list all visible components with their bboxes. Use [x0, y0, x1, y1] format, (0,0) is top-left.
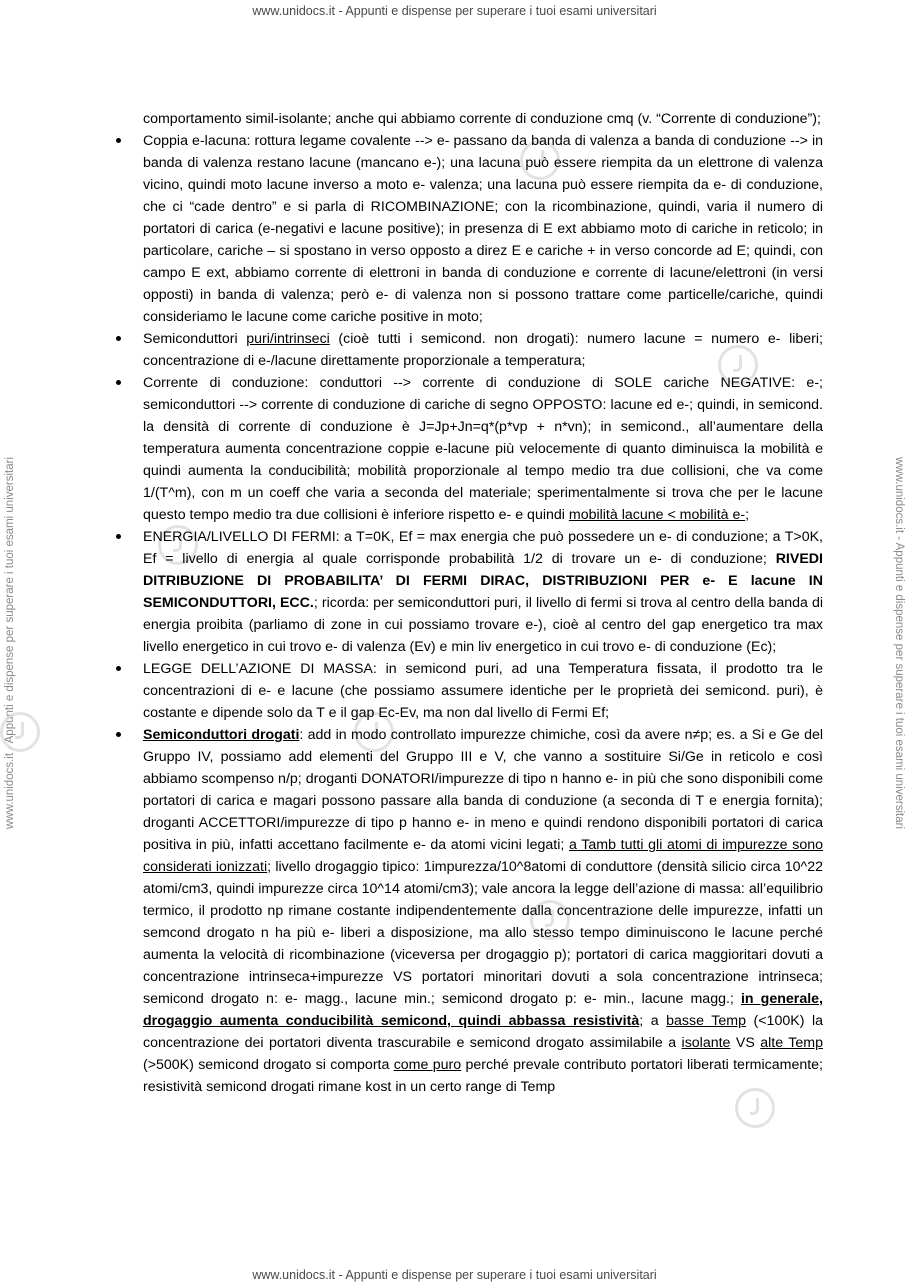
- bullet-item: [143, 130, 823, 328]
- text-segment: (<100K) la concentrazione dei portatori diventa trascurabile e semicond drogato assimilabile a: [143, 1013, 824, 1051]
- text-segment: isolante: [681, 1035, 731, 1051]
- text-segment: Semiconduttori drogati: [143, 727, 300, 743]
- text-segment: mobilità lacune < mobilità e-: [568, 507, 746, 523]
- text-segment: ;: [745, 507, 750, 523]
- paragraph: [143, 108, 823, 130]
- text-segment: LEGGE DELL’AZIONE DI MASSA: in semicond puri, ad una Temperatura fissata, il prodotto tra le concentrazioni di e- e lacune (che possiamo assumere identiche per le proprietà dei semicond. puri), è costante e dipende solo da T e il gap Ec-Ev, ma non dal livello di Fermi Ef;: [143, 661, 823, 721]
- bullet-item: [143, 372, 823, 526]
- text-segment: basse Temp: [666, 1013, 746, 1029]
- footer-watermark: www.unidocs.it - Appunti e dispense per superare i tuoi esami universitari: [252, 1268, 657, 1282]
- document-body: [143, 108, 823, 1098]
- bullet-item: [143, 526, 823, 658]
- text-segment: Corrente di conduzione: conduttori --> corrente di conduzione di SOLE cariche NEGATIVE: e-; semiconduttori --> corrente di conduzione di cariche di segno OPPOSTO: lacune ed e-; quindi, in semicond. la densità di corrente di conduzione è J=Jp+Jn=q*(p*vp + n*vn); in semicond., all’aumentare della temperatura aumenta concentrazione coppie e-lacune più velocemente di quanto diminuisca la mobilità e quindi aumenta la conducibilità; mobilità proporzionale al tempo medio tra due collisioni, che va come 1/(T^m), con m un coeff che varia a seconda del materiale; sperimentalmente si trova che per le lacune questo tempo medio tra due collisioni è inferiore rispetto e- e quindi: [143, 375, 823, 523]
- text-segment: comportamento simil-isolante; anche qui abbiamo corrente di conduzione cmq (v. “Corrente di conduzione”);: [143, 111, 821, 127]
- text-segment: Coppia e-lacuna: rottura legame covalente --> e- passano da banda di valenza a banda di conduzione --> in banda di valenza restano lacune (mancano e-); una lacuna può essere riempita da un elettrone di valenza vicino, quindi moto lacune inverso a moto e- valenza; una lacuna può essere riempita da e- di conduzione, che ci “cade dentro” e si parla di RICOMBINAZIONE; con la ricombinazione, quindi, varia il numero di portatori di carica (e-negativi e lacune positive); in presenza di E ext abbiamo moto di cariche in reticolo; in particolare, cariche – si spostano in verso opposto a direz E e cariche + in verso concorde ad E; quindi, con campo E ext, abbiamo corrente di elettroni in banda di conduzione e corrente di lacune/elettroni (in versi opposti) in banda di valenza; però e- di valenza non si possono trattare come particelle/cariche, quindi consideriamo le lacune come cariche positive in moto;: [143, 133, 823, 325]
- text-segment: Semiconduttori: [143, 331, 247, 347]
- right-side-watermark: www.unidocs.it - Appunti e dispense per superare i tuoi esami universitari: [893, 456, 905, 830]
- bullet-item: [143, 658, 823, 724]
- text-segment: in generale, drogaggio aumenta conducibilità semicond, quindi abbassa resistività: [143, 991, 823, 1029]
- text-segment: a Tamb tutti gli atomi di impurezze sono considerati ionizzati: [143, 837, 823, 875]
- text-segment: VS: [730, 1035, 761, 1051]
- text-segment: (>500K) semicond drogato si comporta: [143, 1057, 394, 1073]
- text-segment: alte Temp: [760, 1035, 823, 1051]
- text-segment: ; a: [639, 1013, 667, 1029]
- header-watermark: www.unidocs.it - Appunti e dispense per superare i tuoi esami universitari: [252, 4, 657, 18]
- left-side-watermark: www.unidocs.it - Appunti e dispense per superare i tuoi esami universitari: [4, 456, 16, 830]
- bullet-item: [143, 724, 823, 1098]
- text-segment: ; ricorda: per semiconduttori puri, il livello di fermi si trova al centro della banda di energia proibita (parliamo di zone in cui possiamo trovare e-), cioè al centro del gap energetico tra max livello energetico in cui trovo e- di valenza (Ev) e min liv energetico in cui trovo e- di conduzione (Ec);: [143, 595, 823, 655]
- text-segment: RIVEDI DITRIBUZIONE DI PROBABILITA’ DI FERMI DIRAC, DISTRIBUZIONI PER e- E lacune IN SEMICONDUTTORI, ECC.: [143, 551, 823, 611]
- watermark-logo-icon: [0, 712, 40, 752]
- bullet-item: [143, 328, 823, 372]
- text-segment: ; livello drogaggio tipico: 1impurezza/10^8atomi di conduttore (densità silicio circa 10^22 atomi/cm3, quindi impurezze circa 10^14 atomi/cm3); vale ancora la legge dell’azione di massa: all’equilibrio termico, il prodotto np rimane costante indipendentemente dalla concentrazione delle impurezze, infatti un semcond drogato n ha più e- liberi a disposizione, ma allo stesso tempo diminuiscono le lacune perché aumenta la velocità di ricombinazione (viceversa per drogaggio p); portatori di carica maggioritari dovuti a concentrazione intrinseca+impurezze VS portatori minoritari dovuti a sola concentrazione intrinseca; semicond drogato n: e- magg., lacune min.; semicond drogato p: e- min., lacune magg.;: [143, 859, 823, 1007]
- text-segment: puri/intrinseci: [246, 331, 330, 347]
- text-segment: (cioè tutti i semicond. non drogati): numero lacune = numero e- liberi; concentrazione di e-/lacune direttamente proporzionale a temperatura;: [143, 331, 823, 369]
- text-segment: : add in modo controllato impurezze chimiche, così da avere n≠p; es. a Si e Ge del Gruppo IV, possiamo add elementi del Gruppo III e V, che vanno a sostituire Si/Ge in reticolo e così abbiamo scompenso n/p; droganti DONATORI/impurezze di tipo n hanno e- in più che sono disponibili come portatori di carica e magari possono passare alla banda di conduzione (a seconda di T e energia fornita); droganti ACCETTORI/impurezze di tipo p hanno e- in meno e quindi rendono disponibili portatori di carica positiva in più, infatti accettano facilmente e- da atomi vicini legati;: [143, 727, 823, 853]
- text-segment: ENERGIA/LIVELLO DI FERMI: a T=0K, Ef = max energia che può possedere un e- di conduzione; a T>0K, Ef = livello di energia al quale corrisponde probabilità 1/2 di trovare un e- di conduzione;: [143, 529, 823, 567]
- text-segment: perché prevale contributo portatori liberati termicamente; resistività semicond drogati rimane kost in un certo range di Temp: [143, 1057, 823, 1095]
- text-segment: come puro: [393, 1057, 462, 1073]
